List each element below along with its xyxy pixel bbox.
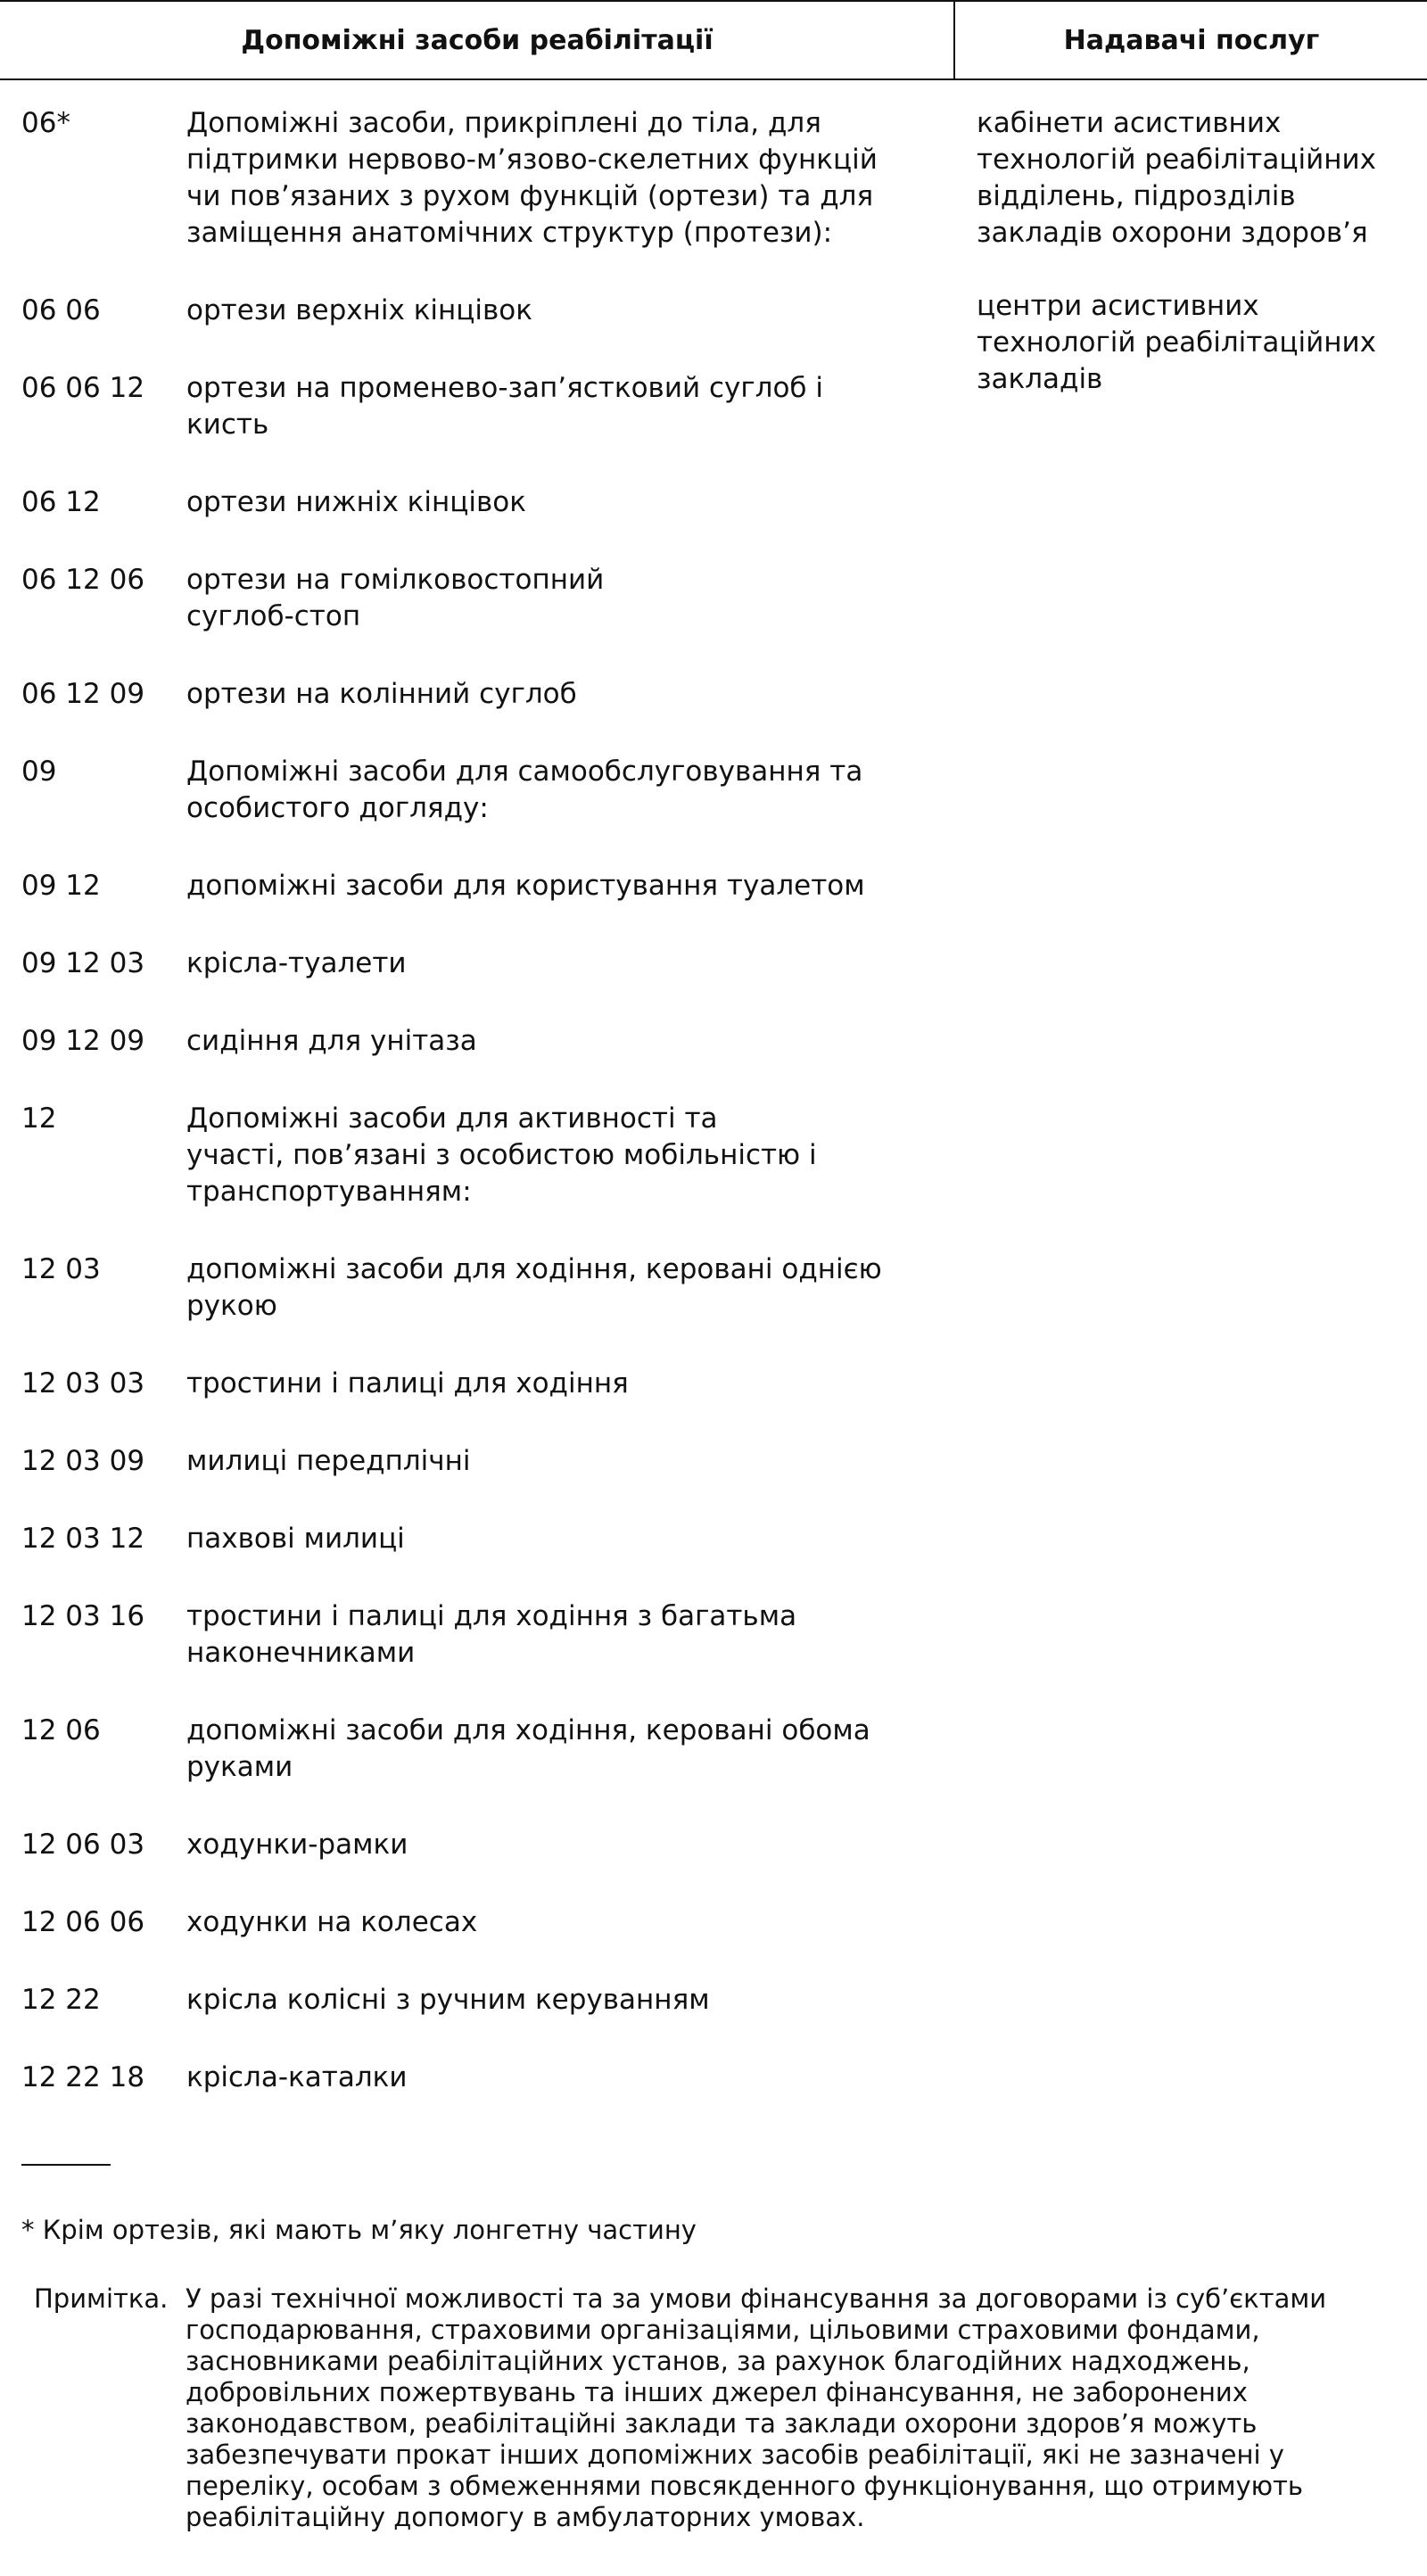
- row-code: 09 12: [21, 870, 101, 902]
- row-description: крісла-туалети: [186, 947, 407, 979]
- table-row: [0, 1101, 954, 1210]
- row-code: 06 12 09: [21, 678, 145, 710]
- row-code: 12 06 06: [21, 1906, 145, 1938]
- row-description: ортези на колінний суглоб: [186, 678, 577, 710]
- row-description: Допоміжні засоби для самообслуговування та особистого догляду:: [186, 755, 863, 824]
- table-row: [0, 1366, 954, 1402]
- table-row: [0, 484, 954, 521]
- table-row: [0, 1521, 954, 1557]
- row-description: тростини і палиці для ходіння з багатьма наконечниками: [186, 1600, 797, 1669]
- row-code: 12 03: [21, 1253, 101, 1285]
- row-description: тростини і палиці для ходіння: [186, 1367, 629, 1399]
- table-row: [0, 1023, 954, 1060]
- row-description: ортези на гомілковостопний суглоб-стоп: [186, 564, 605, 632]
- column-header-providers: Надавачі послуг: [1063, 24, 1320, 56]
- table-row: [0, 1251, 954, 1325]
- row-description: крісла-каталки: [186, 2061, 408, 2093]
- table-row: [0, 1904, 954, 1941]
- row-code: 09: [21, 755, 57, 788]
- provider-item: центри асистивних технологій реабілітаційних закладів: [977, 290, 1376, 395]
- table-row: [0, 105, 954, 252]
- row-description: пахвові милиці: [186, 1523, 405, 1555]
- note-text: У разі технічної можливості та за умови фінансування за договорами із суб’єктами господарювання, страховими організаціями, цільовими страховими фондами, засновниками реабілітаційних установ, за рахунок благодійних надходжень, добровільних пожертвувань та інших джерел фінансування, не заборонених законодавством, реабілітаційні заклади та заклади охорони здоров’я можуть забезпечувати прокат інших допоміжних засобів реабілітації, які не зазначені у переліку, особам з обмеженнями повсякденного функціонування, що отримують реабілітаційну допомогу в амбулаторних умовах.: [186, 2283, 1327, 2532]
- row-code: 12 22 18: [21, 2061, 145, 2093]
- row-description: Допоміжні засоби для активності та участі, пов’язані з особистою мобільністю і транспортуванням:: [186, 1102, 817, 1208]
- row-code: 09 12 09: [21, 1025, 145, 1057]
- table-row: [0, 1443, 954, 1480]
- table-row: [0, 293, 954, 329]
- row-code: 06 06: [21, 294, 101, 326]
- row-description: милиці передплічні: [186, 1445, 471, 1477]
- table-row: [0, 1713, 954, 1786]
- row-code: 12 22: [21, 1984, 101, 2016]
- table-row: [0, 370, 954, 443]
- row-description: допоміжні засоби для ходіння, керовані обома руками: [186, 1714, 870, 1783]
- row-description: крісла колісні з ручним керуванням: [186, 1984, 710, 2016]
- row-description: ходунки-рамки: [186, 1829, 408, 1861]
- row-description: Допоміжні засоби, прикріплені до тіла, для підтримки нервово-м’язово-скелетних функцій чи пов’язаних з рухом функцій (ортези) та для заміщення анатомічних структур (протези):: [186, 107, 878, 249]
- row-code: 06 12: [21, 486, 101, 518]
- column-header-devices: Допоміжні засоби реабілітації: [241, 24, 714, 56]
- row-description: сидіння для унітаза: [186, 1025, 477, 1057]
- table-row: [0, 2060, 954, 2096]
- row-code: 12 03 12: [21, 1523, 145, 1555]
- row-code: 06*: [21, 107, 70, 139]
- table-row: [0, 868, 954, 904]
- table-row: [0, 676, 954, 713]
- row-code: 12 06: [21, 1714, 101, 1746]
- footnote-divider: [21, 2164, 111, 2166]
- row-code: 12 06 03: [21, 1829, 145, 1861]
- table-row: [0, 562, 954, 635]
- row-code: 06 12 06: [21, 564, 145, 596]
- column-divider: [953, 2, 955, 78]
- row-description: ортези на променево-зап’ястковий суглоб і кисть: [186, 372, 824, 441]
- providers-column: [977, 105, 1423, 434]
- row-description: ортези верхніх кінцівок: [186, 294, 532, 326]
- table-row: [0, 945, 954, 982]
- note-block: [34, 2283, 1407, 2533]
- row-code: 06 06 12: [21, 372, 145, 404]
- row-code: 12: [21, 1102, 57, 1135]
- row-description: ортези нижніх кінцівок: [186, 486, 526, 518]
- row-description: допоміжні засоби для ходіння, керовані однією рукою: [186, 1253, 882, 1322]
- devices-list: [0, 105, 954, 2137]
- table-row: [0, 754, 954, 827]
- row-code: 09 12 03: [21, 947, 145, 979]
- row-description: допоміжні засоби для користування туалетом: [186, 870, 865, 902]
- row-code: 12 03 03: [21, 1367, 145, 1399]
- table-row: [0, 1598, 954, 1672]
- note-label: Примітка.: [34, 2283, 169, 2314]
- table-header: [0, 0, 1427, 80]
- row-description: ходунки на колесах: [186, 1906, 478, 1938]
- footnote: * Крім ортезів, які мають м’яку лонгетну частину: [21, 2215, 697, 2245]
- table-row: [0, 1827, 954, 1863]
- row-code: 12 03 09: [21, 1445, 145, 1477]
- provider-item: кабінети асистивних технологій реабілітаційних відділень, підрозділів закладів охорони здоров’я: [977, 107, 1376, 249]
- row-code: 12 03 16: [21, 1600, 145, 1632]
- table-row: [0, 1982, 954, 2019]
